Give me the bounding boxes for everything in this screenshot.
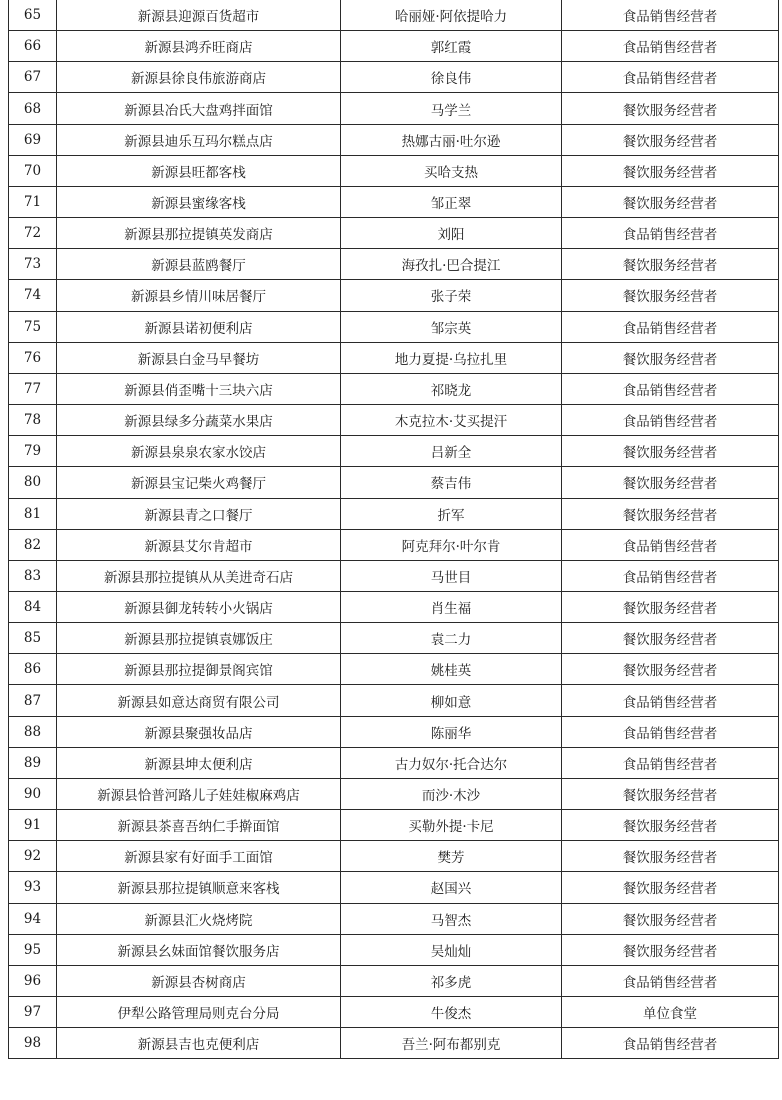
table-row [9, 685, 779, 716]
row-number: 87 [9, 685, 57, 716]
business-name: 新源县那拉提镇袁娜饭庄 [57, 623, 341, 654]
table-row [9, 93, 779, 124]
row-number: 69 [9, 124, 57, 155]
table-row [9, 155, 779, 186]
business-type: 餐饮服务经营者 [562, 778, 779, 809]
business-name: 新源县蓝鸥餐厅 [57, 249, 341, 280]
operator-name: 马学兰 [341, 93, 562, 124]
business-type: 餐饮服务经营者 [562, 124, 779, 155]
business-type: 食品销售经营者 [562, 685, 779, 716]
business-name: 伊犁公路管理局则克台分局 [57, 997, 341, 1028]
row-number: 91 [9, 810, 57, 841]
operator-name: 刘阳 [341, 218, 562, 249]
business-name: 新源县迪乐互玛尔糕点店 [57, 124, 341, 155]
business-name: 新源县家有好面手工面馆 [57, 841, 341, 872]
business-type: 食品销售经营者 [562, 373, 779, 404]
row-number: 79 [9, 436, 57, 467]
operator-name: 地力夏提·乌拉扎里 [341, 342, 562, 373]
table-row [9, 716, 779, 747]
operator-name: 蔡吉伟 [341, 467, 562, 498]
business-type: 食品销售经营者 [562, 311, 779, 342]
operator-name: 邹宗英 [341, 311, 562, 342]
row-number: 76 [9, 342, 57, 373]
table-row [9, 529, 779, 560]
row-number: 93 [9, 872, 57, 903]
business-name: 新源县蜜缘客栈 [57, 186, 341, 217]
operator-name: 徐良伟 [341, 62, 562, 93]
business-name: 新源县冶氏大盘鸡拌面馆 [57, 93, 341, 124]
business-name: 新源县茶喜吾纳仁手擀面馆 [57, 810, 341, 841]
operator-name: 而沙·木沙 [341, 778, 562, 809]
operator-name: 樊芳 [341, 841, 562, 872]
row-number: 85 [9, 623, 57, 654]
business-type: 餐饮服务经营者 [562, 903, 779, 934]
business-name: 新源县白金马早餐坊 [57, 342, 341, 373]
table-row [9, 560, 779, 591]
row-number: 90 [9, 778, 57, 809]
business-type: 餐饮服务经营者 [562, 872, 779, 903]
business-type: 餐饮服务经营者 [562, 280, 779, 311]
business-type: 餐饮服务经营者 [562, 155, 779, 186]
row-number: 88 [9, 716, 57, 747]
operator-name: 阿克拜尔·叶尔肯 [341, 529, 562, 560]
row-number: 68 [9, 93, 57, 124]
operator-name: 吴灿灿 [341, 934, 562, 965]
document-page [8, 0, 774, 1059]
row-number: 89 [9, 747, 57, 778]
operator-name: 海孜扎·巴合提江 [341, 249, 562, 280]
table-row [9, 1028, 779, 1059]
operator-name: 肖生福 [341, 591, 562, 622]
row-number: 70 [9, 155, 57, 186]
table-row [9, 810, 779, 841]
business-name: 新源县吉也克便利店 [57, 1028, 341, 1059]
business-type: 食品销售经营者 [562, 1028, 779, 1059]
table-row [9, 124, 779, 155]
business-type: 食品销售经营者 [562, 716, 779, 747]
business-type: 餐饮服务经营者 [562, 810, 779, 841]
table-row [9, 218, 779, 249]
business-name: 新源县宝记柴火鸡餐厅 [57, 467, 341, 498]
business-name: 新源县旺都客栈 [57, 155, 341, 186]
business-type: 餐饮服务经营者 [562, 467, 779, 498]
operator-name: 陈丽华 [341, 716, 562, 747]
business-name: 新源县鸿乔旺商店 [57, 31, 341, 62]
operator-name: 袁二力 [341, 623, 562, 654]
operator-name: 折军 [341, 498, 562, 529]
business-type: 食品销售经营者 [562, 747, 779, 778]
business-type: 餐饮服务经营者 [562, 841, 779, 872]
business-type: 单位食堂 [562, 997, 779, 1028]
row-number: 77 [9, 373, 57, 404]
business-name: 新源县恰普河路儿子娃娃椒麻鸡店 [57, 778, 341, 809]
business-name: 新源县那拉提镇顺意来客栈 [57, 872, 341, 903]
table-row [9, 623, 779, 654]
row-number: 97 [9, 997, 57, 1028]
operator-name: 邹正翠 [341, 186, 562, 217]
table-row [9, 654, 779, 685]
business-name: 新源县绿多分蔬菜水果店 [57, 405, 341, 436]
business-type: 食品销售经营者 [562, 31, 779, 62]
table-row [9, 373, 779, 404]
table-row [9, 31, 779, 62]
row-number: 86 [9, 654, 57, 685]
business-name: 新源县那拉提御景阁宾馆 [57, 654, 341, 685]
row-number: 74 [9, 280, 57, 311]
row-number: 84 [9, 591, 57, 622]
table-row [9, 405, 779, 436]
operator-name: 姚桂英 [341, 654, 562, 685]
business-list-table [8, 0, 779, 1059]
business-name: 新源县杏树商店 [57, 965, 341, 996]
table-row [9, 591, 779, 622]
operator-name: 赵国兴 [341, 872, 562, 903]
business-type: 食品销售经营者 [562, 560, 779, 591]
table-row [9, 467, 779, 498]
table-row [9, 62, 779, 93]
table-row [9, 498, 779, 529]
row-number: 78 [9, 405, 57, 436]
business-type: 餐饮服务经营者 [562, 623, 779, 654]
table-row [9, 311, 779, 342]
table-row [9, 934, 779, 965]
row-number: 72 [9, 218, 57, 249]
operator-name: 吕新全 [341, 436, 562, 467]
business-type: 食品销售经营者 [562, 0, 779, 31]
row-number: 67 [9, 62, 57, 93]
business-name: 新源县如意达商贸有限公司 [57, 685, 341, 716]
business-name: 新源县艾尔肯超市 [57, 529, 341, 560]
operator-name: 祁多虎 [341, 965, 562, 996]
table-row [9, 342, 779, 373]
business-type: 食品销售经营者 [562, 218, 779, 249]
business-name: 新源县坤太便利店 [57, 747, 341, 778]
row-number: 65 [9, 0, 57, 31]
table-row [9, 249, 779, 280]
row-number: 95 [9, 934, 57, 965]
table-row [9, 280, 779, 311]
business-name: 新源县俏歪嘴十三块六店 [57, 373, 341, 404]
operator-name: 热娜古丽·吐尔逊 [341, 124, 562, 155]
operator-name: 哈丽娅·阿依提哈力 [341, 0, 562, 31]
business-type: 餐饮服务经营者 [562, 498, 779, 529]
row-number: 75 [9, 311, 57, 342]
business-type: 餐饮服务经营者 [562, 654, 779, 685]
business-type: 餐饮服务经营者 [562, 93, 779, 124]
operator-name: 郭红霞 [341, 31, 562, 62]
operator-name: 买哈支热 [341, 155, 562, 186]
operator-name: 张子荣 [341, 280, 562, 311]
table-row [9, 186, 779, 217]
table-row [9, 436, 779, 467]
business-name: 新源县聚强妆品店 [57, 716, 341, 747]
row-number: 96 [9, 965, 57, 996]
row-number: 92 [9, 841, 57, 872]
business-name: 新源县那拉提镇英发商店 [57, 218, 341, 249]
row-number: 73 [9, 249, 57, 280]
table-row [9, 903, 779, 934]
business-type: 食品销售经营者 [562, 529, 779, 560]
operator-name: 买勒外提·卡尼 [341, 810, 562, 841]
business-name: 新源县青之口餐厅 [57, 498, 341, 529]
table-row [9, 778, 779, 809]
business-name: 新源县诺初便利店 [57, 311, 341, 342]
row-number: 80 [9, 467, 57, 498]
table-row [9, 0, 779, 31]
operator-name: 古力奴尔·托合达尔 [341, 747, 562, 778]
business-name: 新源县那拉提镇从从美进奇石店 [57, 560, 341, 591]
table-row [9, 872, 779, 903]
business-type: 餐饮服务经营者 [562, 249, 779, 280]
business-type: 食品销售经营者 [562, 62, 779, 93]
operator-name: 木克拉木·艾买提汗 [341, 405, 562, 436]
operator-name: 马智杰 [341, 903, 562, 934]
row-number: 83 [9, 560, 57, 591]
business-type: 餐饮服务经营者 [562, 934, 779, 965]
business-type: 餐饮服务经营者 [562, 591, 779, 622]
row-number: 66 [9, 31, 57, 62]
operator-name: 马世目 [341, 560, 562, 591]
business-name: 新源县乡情川味居餐厅 [57, 280, 341, 311]
business-name: 新源县幺妹面馆餐饮服务店 [57, 934, 341, 965]
row-number: 98 [9, 1028, 57, 1059]
business-type: 餐饮服务经营者 [562, 342, 779, 373]
operator-name: 柳如意 [341, 685, 562, 716]
business-name: 新源县御龙转转小火锅店 [57, 591, 341, 622]
business-type: 餐饮服务经营者 [562, 186, 779, 217]
table-row [9, 747, 779, 778]
business-type: 餐饮服务经营者 [562, 436, 779, 467]
business-name: 新源县徐良伟旅游商店 [57, 62, 341, 93]
business-name: 新源县泉泉农家水饺店 [57, 436, 341, 467]
business-name: 新源县汇火烧烤院 [57, 903, 341, 934]
table-row [9, 997, 779, 1028]
table-row [9, 841, 779, 872]
row-number: 94 [9, 903, 57, 934]
table-row [9, 965, 779, 996]
operator-name: 祁晓龙 [341, 373, 562, 404]
row-number: 82 [9, 529, 57, 560]
business-type: 食品销售经营者 [562, 405, 779, 436]
operator-name: 吾兰·阿布都别克 [341, 1028, 562, 1059]
row-number: 81 [9, 498, 57, 529]
business-type: 食品销售经营者 [562, 965, 779, 996]
operator-name: 牛俊杰 [341, 997, 562, 1028]
business-name: 新源县迎源百货超市 [57, 0, 341, 31]
row-number: 71 [9, 186, 57, 217]
